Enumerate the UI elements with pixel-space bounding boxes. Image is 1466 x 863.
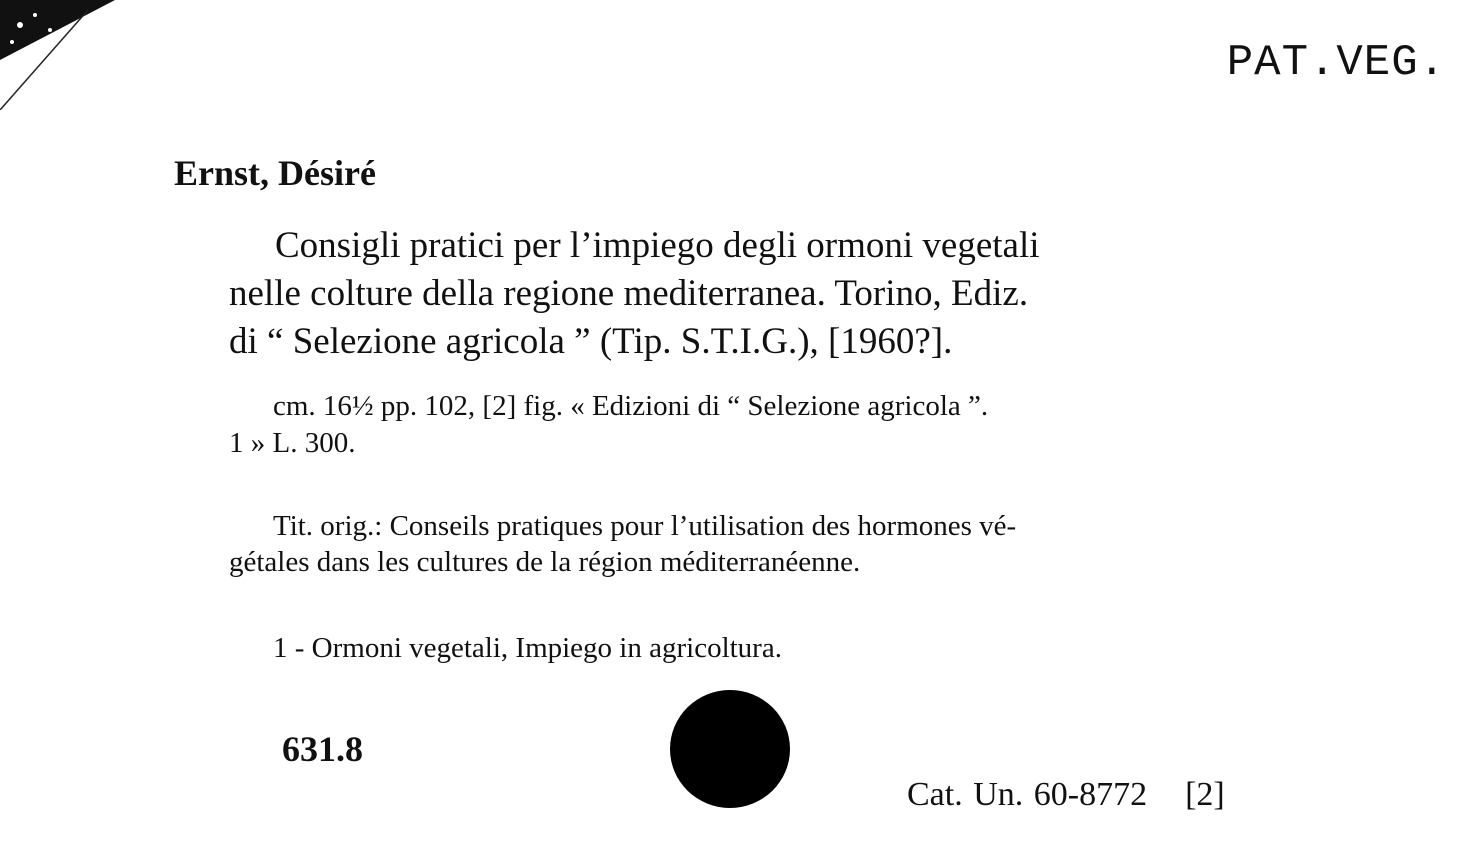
original-title-block	[229, 508, 1295, 580]
call-number: 631.8	[282, 729, 363, 769]
collation-block	[229, 388, 1295, 462]
copies-count: [2]	[1185, 776, 1225, 813]
author-heading: Ernst, Désiré	[174, 153, 376, 193]
classmark: PAT.VEG.	[1226, 38, 1446, 88]
title-line-3: di “ Selezione agricola ” (Tip. S.T.I.G.), [1960?].	[229, 321, 953, 362]
title-line-2: nelle colture della regione mediterranea. Torino, Ediz.	[229, 273, 1029, 314]
catalog-number: Cat. Un. 60-8772	[907, 776, 1148, 813]
collation-line-1: cm. 16½ pp. 102, [2] fig. « Edizioni di “ Selezione agricola ”.	[273, 390, 989, 422]
collation-line-2: 1 » L. 300.	[229, 427, 356, 459]
original-title-line-1: Tit. orig.: Conseils pratiques pour l’utilisation des hormones vé-	[273, 510, 1017, 542]
catalog-number-line	[907, 776, 1225, 814]
title-block	[229, 222, 1295, 366]
title-line-1: Consigli pratici per l’impiego degli ormoni vegetali	[275, 225, 1040, 266]
punch-hole	[670, 690, 790, 808]
original-title-line-2: gétales dans les cultures de la région méditerranéenne.	[229, 546, 861, 578]
torn-corner-mark	[0, 0, 120, 110]
subject-heading: 1 - Ormoni vegetali, Impiego in agricoltura.	[273, 632, 782, 664]
